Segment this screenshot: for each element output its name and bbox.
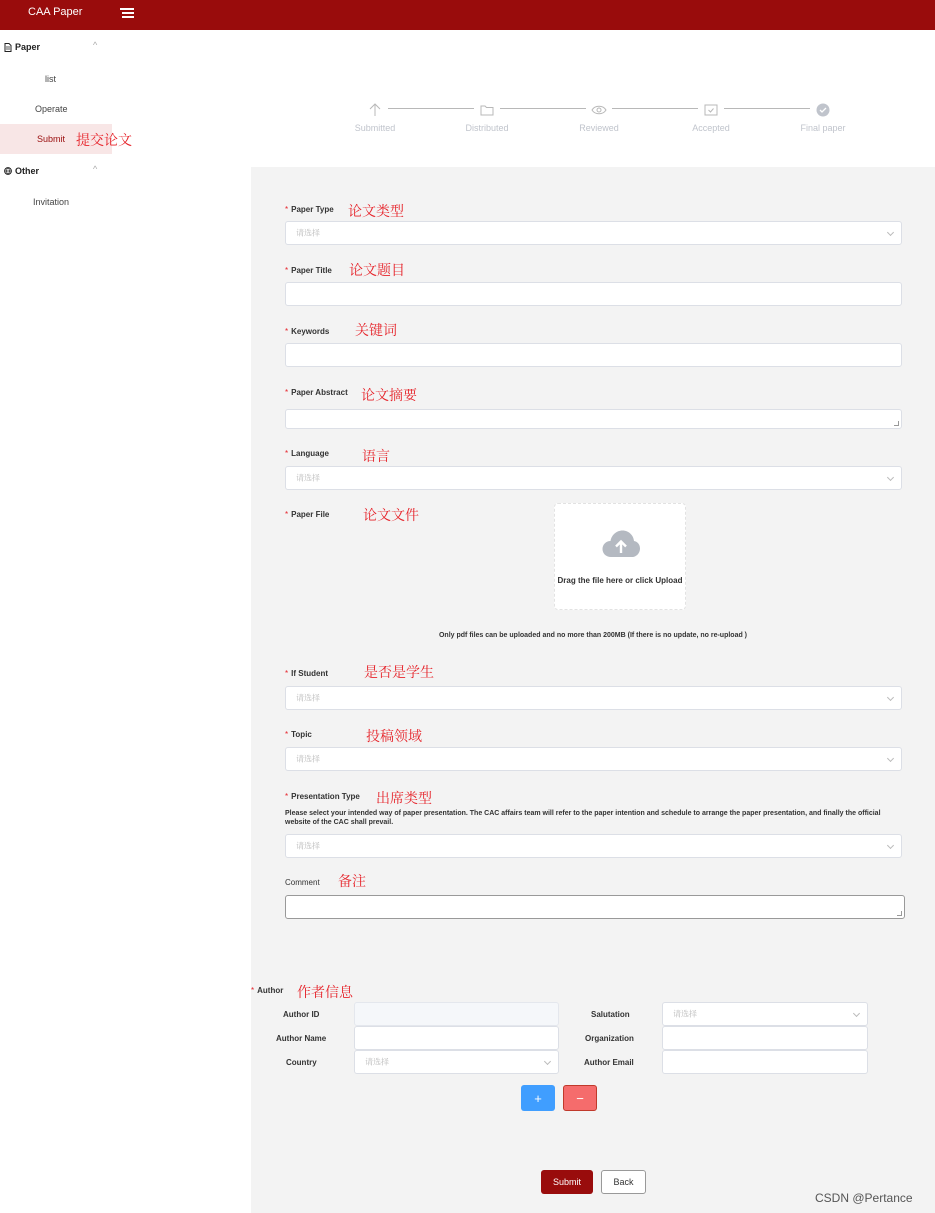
paper-title-input[interactable] xyxy=(285,282,902,306)
resize-handle[interactable] xyxy=(897,911,902,916)
organization-input[interactable] xyxy=(662,1026,868,1050)
mail-check-icon xyxy=(703,102,719,118)
resize-handle[interactable] xyxy=(894,421,899,426)
watermark: CSDN @Pertance xyxy=(815,1191,913,1205)
sidebar-group-label: Other xyxy=(15,166,40,176)
top-bar xyxy=(0,0,935,30)
sidebar-group-paper[interactable] xyxy=(4,42,40,52)
author-name-label: Author Name xyxy=(276,1034,327,1043)
document-icon xyxy=(4,43,12,52)
select-placeholder: 请选择 xyxy=(673,1009,697,1019)
chevron-down-icon xyxy=(887,842,894,849)
sidebar-item-label: Submit xyxy=(37,134,66,144)
annotation-paper-file: 论文文件 xyxy=(363,508,419,524)
annotation-paper-abstract: 论文摘要 xyxy=(361,388,417,404)
remove-author-button[interactable]: − xyxy=(563,1085,597,1111)
topic-label: * Topic xyxy=(285,730,312,739)
annotation-comment: 备注 xyxy=(338,874,366,890)
sidebar xyxy=(0,30,132,1213)
chevron-up-icon[interactable]: ^ xyxy=(93,164,98,174)
author-section-label: * Author xyxy=(251,986,284,995)
paper-file-label: * Paper File xyxy=(285,510,330,519)
if-student-select[interactable] xyxy=(285,686,902,710)
globe-icon xyxy=(4,167,12,175)
topic-select[interactable] xyxy=(285,747,902,771)
language-select[interactable] xyxy=(285,466,902,490)
step-label-accepted: Accepted xyxy=(692,123,730,133)
organization-label: Organization xyxy=(585,1034,634,1043)
presentation-description: Please select your intended way of paper presentation. The CAC affairs team will refer to the paper intention and schedule to arrange the paper presentation, and finally the official website of the CAC shall prevail. xyxy=(285,810,881,826)
cloud-upload-icon xyxy=(602,530,640,558)
step-label-distributed: Distributed xyxy=(465,123,509,133)
chevron-up-icon[interactable]: ^ xyxy=(93,40,98,50)
chevron-down-icon xyxy=(887,474,894,481)
step-connector xyxy=(388,108,474,109)
upload-text: Drag the file here or click Upload xyxy=(557,576,683,585)
check-circle-icon xyxy=(815,102,831,118)
annotation-submit: 提交论文 xyxy=(76,133,132,149)
select-placeholder: 请选择 xyxy=(296,473,320,483)
step-connector xyxy=(612,108,698,109)
annotation-language: 语言 xyxy=(362,449,390,465)
chevron-down-icon xyxy=(544,1058,551,1065)
sidebar-item-operate[interactable]: Operate xyxy=(35,104,68,114)
country-select[interactable] xyxy=(354,1050,559,1074)
arrow-up-icon xyxy=(367,102,383,118)
step-label-reviewed: Reviewed xyxy=(579,123,619,133)
author-id-label: Author ID xyxy=(283,1010,320,1019)
annotation-paper-title: 论文题目 xyxy=(349,263,405,279)
sidebar-group-other[interactable] xyxy=(4,166,39,176)
paper-type-label: * Paper Type xyxy=(285,205,334,214)
sidebar-item-invitation[interactable]: Invitation xyxy=(33,197,70,207)
paper-type-select[interactable] xyxy=(285,221,902,245)
sidebar-item-list[interactable]: list xyxy=(45,74,56,84)
sidebar-group-label: Paper xyxy=(15,42,41,52)
country-label: Country xyxy=(286,1058,317,1067)
author-name-input[interactable] xyxy=(354,1026,559,1050)
paper-abstract-label: * Paper Abstract xyxy=(285,388,348,397)
language-label: * Language xyxy=(285,449,329,458)
folder-icon xyxy=(479,102,495,118)
annotation-keywords: 关键词 xyxy=(355,323,397,339)
annotation-if-student: 是否是学生 xyxy=(364,665,434,681)
if-student-label: * If Student xyxy=(285,669,329,678)
back-button[interactable]: Back xyxy=(601,1170,646,1194)
keywords-input[interactable] xyxy=(285,343,902,367)
select-placeholder: 请选择 xyxy=(365,1057,389,1067)
salutation-label: Salutation xyxy=(591,1010,630,1019)
author-email-label: Author Email xyxy=(584,1058,634,1067)
chevron-down-icon xyxy=(887,694,894,701)
select-placeholder: 请选择 xyxy=(296,228,320,238)
step-label-final-paper: Final paper xyxy=(800,123,846,133)
annotation-topic: 投稿领域 xyxy=(366,729,422,745)
hamburger-icon[interactable] xyxy=(120,6,134,20)
step-connector xyxy=(724,108,810,109)
chevron-down-icon xyxy=(853,1010,860,1017)
submit-button[interactable]: Submit xyxy=(541,1170,593,1194)
annotation-paper-type: 论文类型 xyxy=(348,204,404,220)
annotation-presentation-type: 出席类型 xyxy=(376,791,432,807)
upload-dropzone[interactable] xyxy=(554,503,686,610)
author-email-input[interactable] xyxy=(662,1050,868,1074)
eye-icon xyxy=(591,102,607,118)
app-title: CAA Paper xyxy=(28,6,83,18)
chevron-down-icon xyxy=(887,229,894,236)
annotation-author: 作者信息 xyxy=(297,985,353,1001)
select-placeholder: 请选择 xyxy=(296,841,320,851)
upload-tip: Only pdf files can be uploaded and no more than 200MB (If there is no update, no re-upload ) xyxy=(438,632,748,639)
chevron-down-icon xyxy=(887,755,894,762)
paper-title-label: * Paper Title xyxy=(285,266,332,275)
comment-label: Comment xyxy=(285,878,320,887)
step-connector xyxy=(500,108,586,109)
step-label-submitted: Submitted xyxy=(354,123,396,133)
keywords-label: * Keywords xyxy=(285,327,330,336)
select-placeholder: 请选择 xyxy=(296,754,320,764)
salutation-select[interactable] xyxy=(662,1002,868,1026)
add-author-button[interactable]: + xyxy=(521,1085,555,1111)
author-id-input xyxy=(354,1002,559,1026)
comment-textarea[interactable] xyxy=(285,895,905,919)
paper-abstract-textarea[interactable] xyxy=(285,409,902,429)
presentation-type-select[interactable] xyxy=(285,834,902,858)
sidebar-item-submit[interactable] xyxy=(0,124,132,154)
select-placeholder: 请选择 xyxy=(296,693,320,703)
presentation-type-label: * Presentation Type xyxy=(285,792,360,801)
